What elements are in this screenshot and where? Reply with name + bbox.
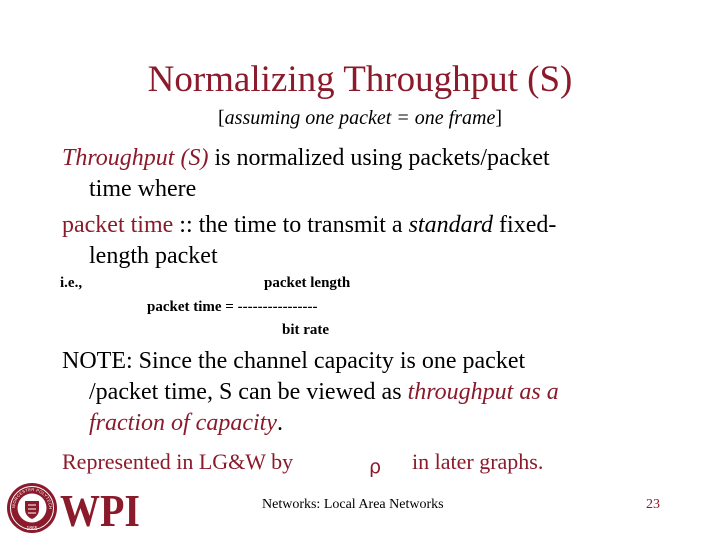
wpi-seal-icon xyxy=(6,482,58,534)
formula-line xyxy=(147,299,318,316)
paragraph-1-line-1 xyxy=(62,143,550,174)
paragraph-1-text: is normalized using packets/packet xyxy=(208,145,550,171)
paragraph-2-line-1 xyxy=(62,210,556,241)
paragraph-1-line-2: time where xyxy=(89,176,197,202)
slide-subtitle xyxy=(0,107,720,130)
seal-year: 1865 xyxy=(26,526,38,532)
graphs-text-b: in later graphs. xyxy=(412,449,544,474)
note-line-2-text: /packet time, S can be viewed as xyxy=(89,379,408,405)
footer-text: Networks: Local Area Networks xyxy=(262,497,444,512)
note-line-3 xyxy=(89,408,283,439)
subtitle-text: assuming one packet = one frame xyxy=(224,107,496,129)
paragraph-2-text-b: fixed- xyxy=(493,212,557,238)
note-emphasis-b: fraction of capacity xyxy=(89,410,277,436)
paragraph-2-text-a: :: the time to transmit a xyxy=(173,212,409,238)
formula-prefix: i.e., xyxy=(60,275,83,291)
seal-name-text: WORCESTER POLYTECH xyxy=(10,486,54,510)
rho-symbol: ρ xyxy=(369,456,382,478)
formula-numerator: packet length xyxy=(264,275,351,291)
note-period: . xyxy=(276,410,283,436)
graphs-text-a: Represented in LG&W by xyxy=(62,449,294,474)
packet-time-term: packet time xyxy=(62,212,174,238)
formula-lhs: packet time = xyxy=(147,299,238,315)
subtitle-bracket-close: ] xyxy=(495,107,502,129)
throughput-term: Throughput (S) xyxy=(62,145,209,171)
standard-emphasis: standard xyxy=(408,212,494,238)
wpi-logo-text: WPI xyxy=(60,485,140,536)
paragraph-2-line-2: length packet xyxy=(89,243,218,269)
formula-denominator: bit rate xyxy=(282,322,330,338)
subtitle-bracket-open: [ xyxy=(217,107,225,129)
formula-fraction-bar: ---------------- xyxy=(237,299,318,315)
note-emphasis-a: throughput as a xyxy=(407,379,559,405)
note-line-2 xyxy=(89,377,559,408)
wpi-logo xyxy=(60,484,142,536)
note-line-1: NOTE: Since the channel capacity is one packet xyxy=(62,348,526,374)
slide-title: Normalizing Throughput (S) xyxy=(147,59,573,100)
page-number: 23 xyxy=(646,497,660,512)
